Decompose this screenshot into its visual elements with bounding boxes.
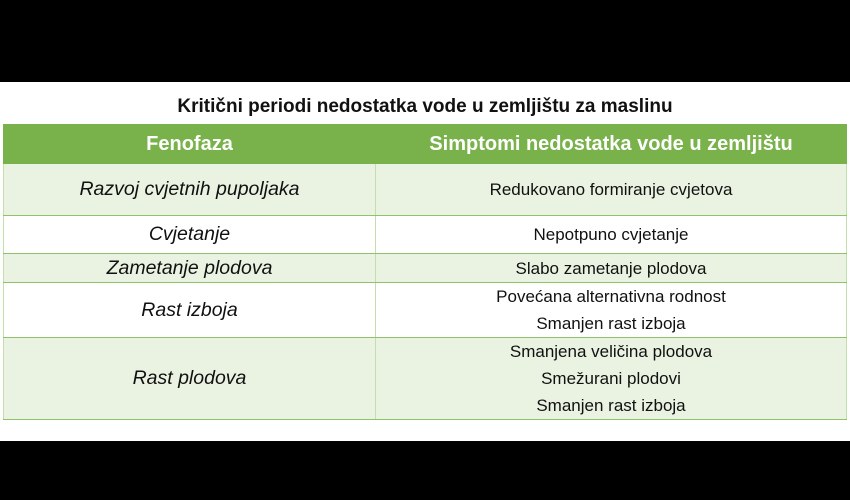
table-title: Kritični periodi nedostatka vode u zemljištu za maslinu <box>177 96 673 117</box>
table-row <box>4 216 847 254</box>
header-phase: Fenofaza <box>4 125 376 164</box>
symptoms-cell <box>376 338 847 420</box>
symptom-text: Smanjen rast izboja <box>536 314 686 333</box>
symptom-text: Smanjena veličina plodova <box>509 342 713 361</box>
table-panel <box>0 82 850 441</box>
water-deficit-table <box>3 124 847 420</box>
phase-cell: Cvjetanje <box>4 216 376 254</box>
phase-cell: Razvoj cvjetnih pupoljaka <box>4 164 376 216</box>
symptom-text: Redukovano formiranje cvjetova <box>489 180 733 199</box>
symptom-text: Povećana alternativna rodnost <box>496 287 726 306</box>
table-row <box>4 338 847 420</box>
header-row <box>4 125 847 164</box>
header-symptoms: Simptomi nedostatka vode u zemljištu <box>376 125 847 164</box>
bottom-black-band <box>0 441 850 500</box>
symptom-text: Slabo zametanje plodova <box>515 258 707 278</box>
table-row <box>4 254 847 283</box>
symptoms-cell <box>376 254 847 283</box>
symptoms-cell <box>376 164 847 216</box>
table-row <box>4 164 847 216</box>
top-black-band <box>0 0 850 82</box>
phase-cell: Rast plodova <box>4 338 376 420</box>
symptom-text: Nepotpuno cvjetanje <box>533 225 689 244</box>
symptom-text: Smanjen rast izboja <box>536 396 686 415</box>
symptoms-cell <box>376 283 847 338</box>
table-row <box>4 283 847 338</box>
phase-cell: Rast izboja <box>4 283 376 338</box>
symptom-text: Smežurani plodovi <box>541 369 681 388</box>
phase-cell: Zametanje plodova <box>4 254 376 283</box>
symptoms-cell <box>376 216 847 254</box>
